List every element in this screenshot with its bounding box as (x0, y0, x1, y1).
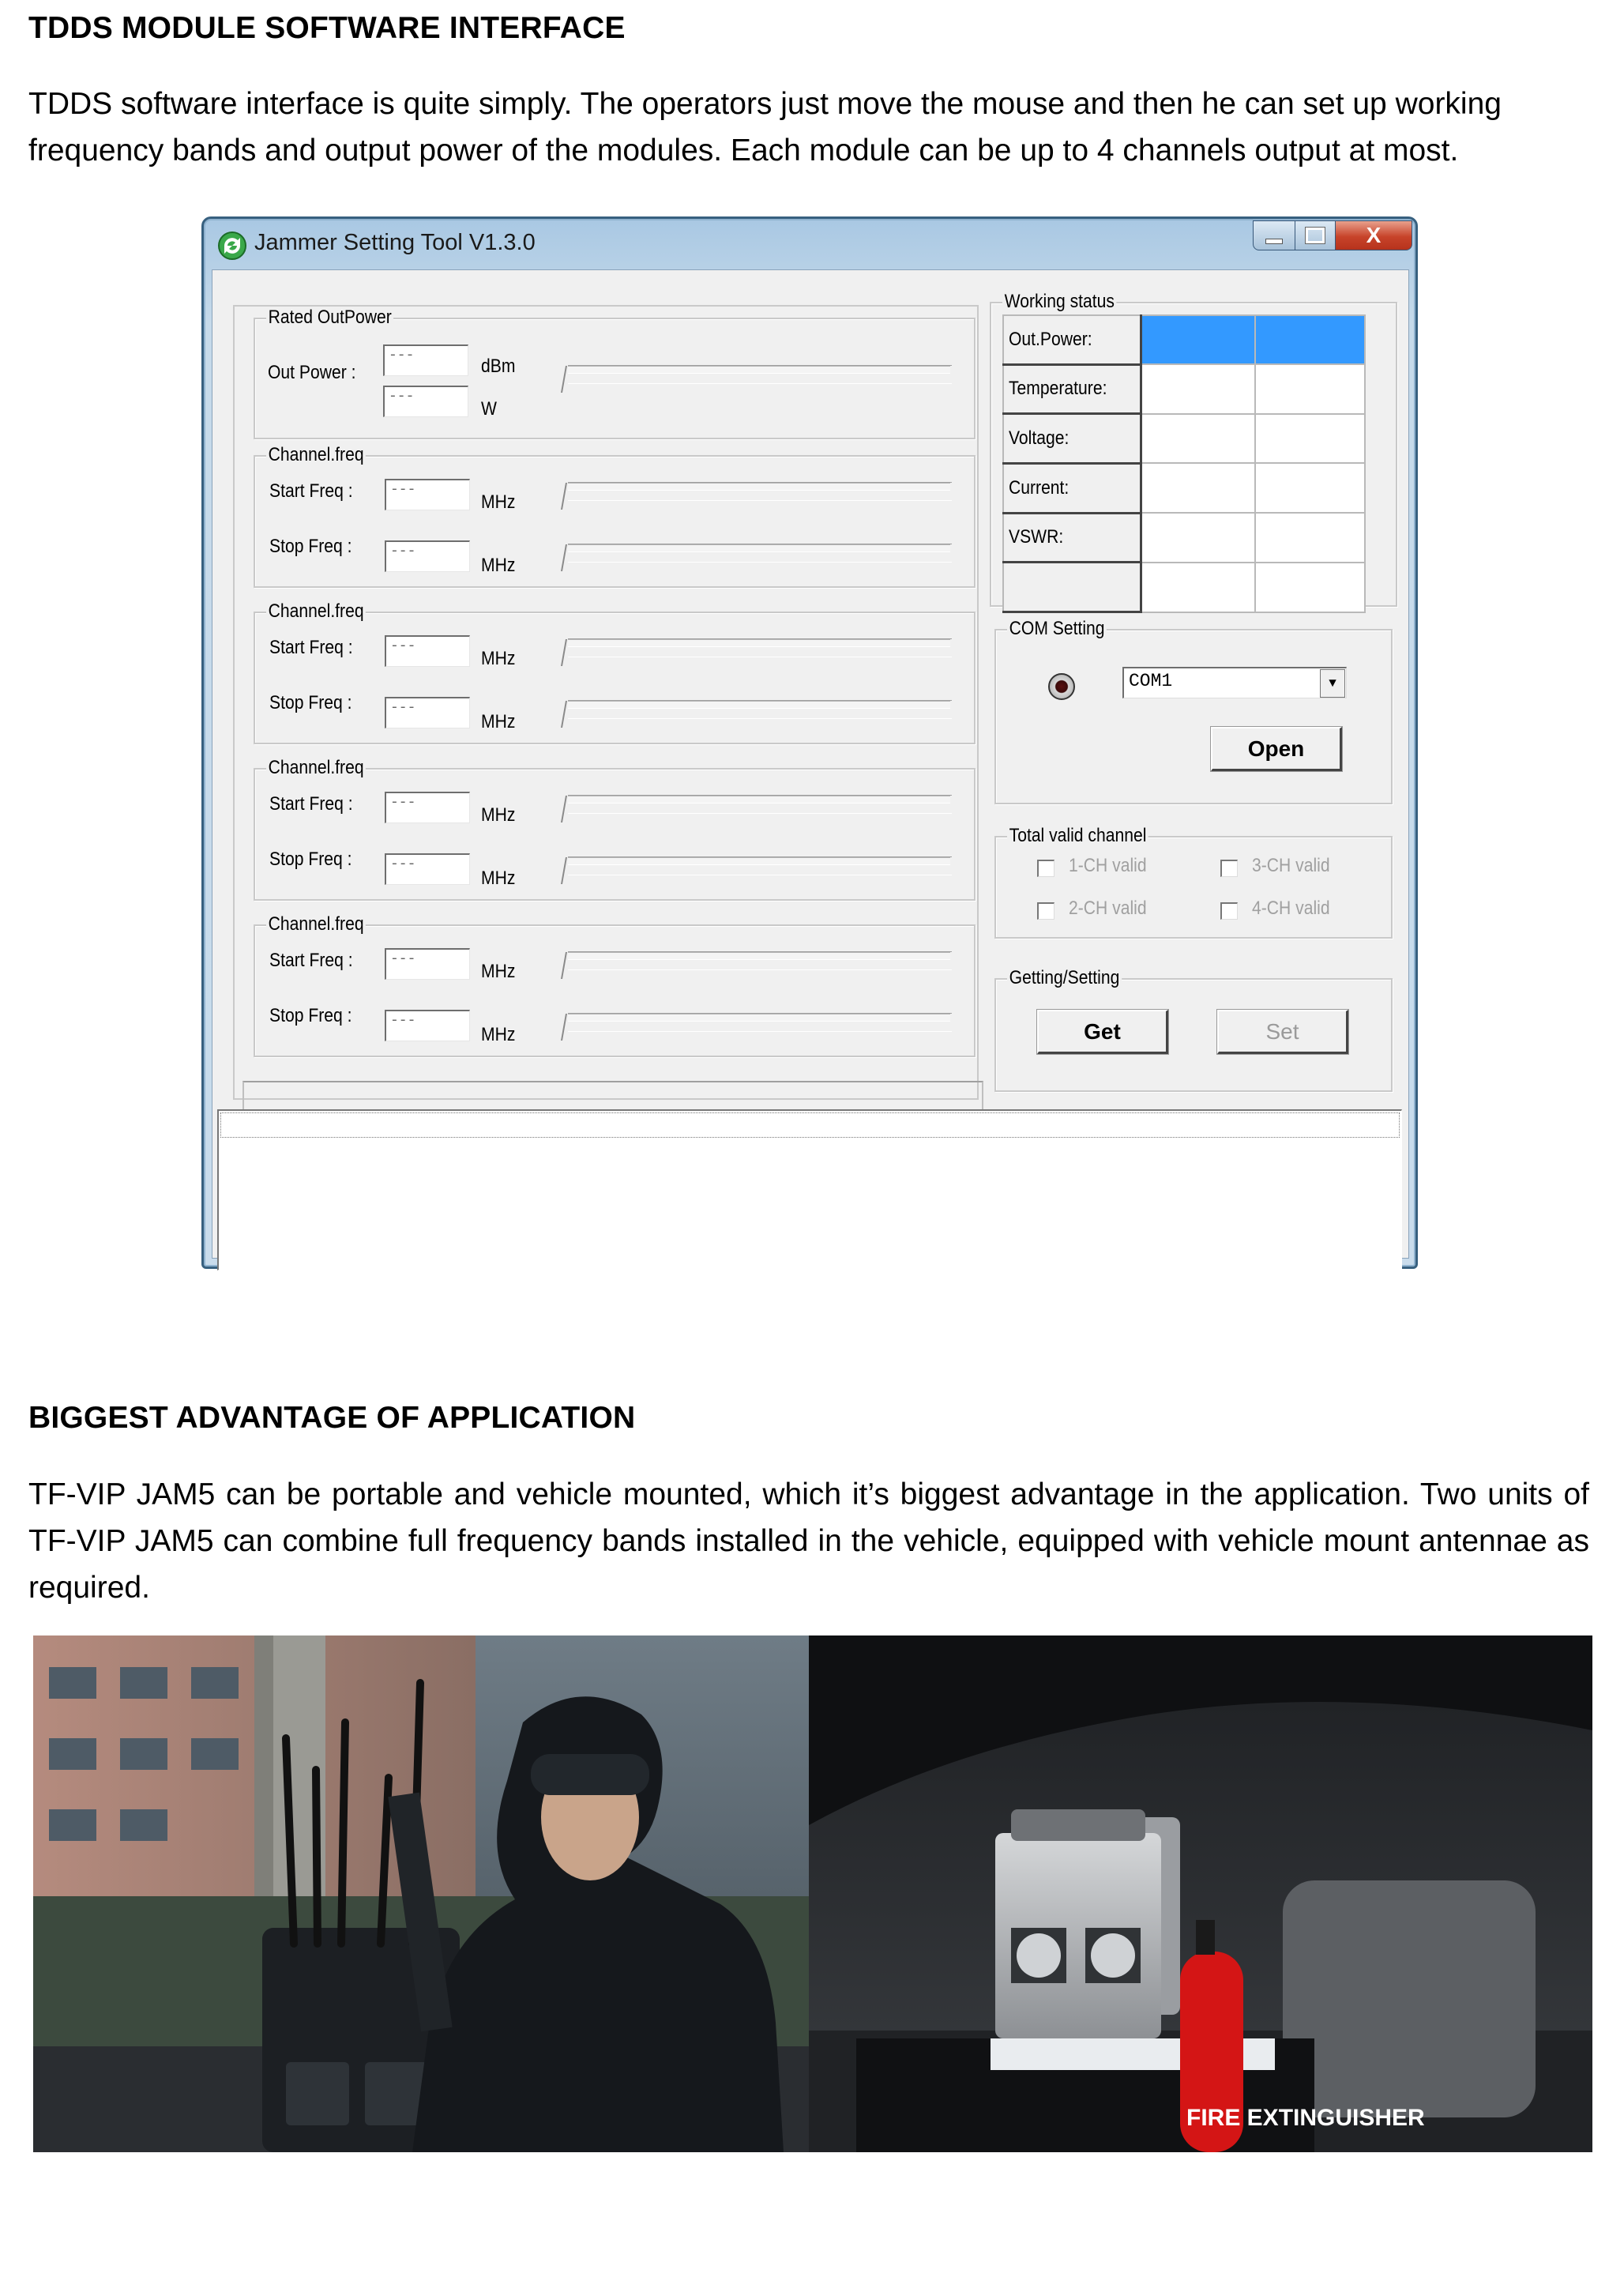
status-value-cell (1141, 414, 1255, 464)
channel-3-title: Channel.freq (266, 757, 366, 779)
channel-2-start-field[interactable]: --- (385, 635, 470, 667)
channel-1-title: Channel.freq (266, 444, 366, 466)
ch4-valid-checkbox[interactable] (1220, 902, 1238, 920)
channel-1-stop-field[interactable]: --- (385, 540, 470, 572)
vehicle-scene-image (809, 1635, 1592, 2152)
window-client-area (212, 269, 1409, 1259)
channel-1-start-field[interactable]: --- (385, 479, 470, 510)
channel-4-start-field[interactable]: --- (385, 948, 470, 980)
open-button[interactable]: Open (1211, 727, 1342, 771)
table-row[interactable] (1003, 463, 1365, 513)
channel-2-stop-label: Stop Freq : (269, 692, 352, 713)
minimize-icon (1265, 239, 1283, 244)
slider-thumb[interactable] (561, 366, 570, 393)
channel-4-group (254, 913, 976, 1057)
channel-1-group (254, 444, 976, 588)
total-valid-channel-title: Total valid channel (1007, 825, 1148, 847)
channel-1-stop-unit: MHz (481, 555, 516, 576)
rated-output-group (254, 307, 976, 439)
log-output-area[interactable] (217, 1109, 1402, 1270)
table-row[interactable] (1003, 513, 1365, 563)
status-key-temperature: Temperature: (1009, 378, 1107, 400)
working-status-title: Working status (1002, 291, 1117, 313)
out-power-dbm-field[interactable]: --- (383, 344, 468, 376)
com-port-value: COM1 (1129, 671, 1173, 691)
window-title: Jammer Setting Tool V1.3.0 (254, 230, 536, 255)
table-row[interactable] (1003, 414, 1365, 464)
channel-4-start-label: Start Freq : (269, 950, 353, 971)
out-power-label: Out Power : (268, 362, 356, 383)
ch3-valid-checkbox[interactable] (1220, 860, 1238, 877)
status-value-cell (1255, 463, 1365, 513)
close-icon: X (1366, 223, 1382, 247)
operator-scene-image (33, 1635, 809, 2152)
com-setting-title: COM Setting (1007, 618, 1107, 640)
get-button[interactable]: Get (1037, 1010, 1168, 1054)
ch4-valid-label: 4-CH valid (1252, 898, 1330, 919)
slider-thumb[interactable] (561, 857, 570, 884)
channel-2-start-label: Start Freq : (269, 637, 353, 658)
channel-3-start-label: Start Freq : (269, 793, 353, 815)
status-key-vswr: VSWR: (1009, 526, 1064, 548)
working-status-table (1002, 314, 1366, 613)
com-setting-group (994, 618, 1393, 804)
title-bar[interactable] (204, 219, 1415, 269)
app-refresh-icon (216, 230, 248, 262)
channel-4-stop-label: Stop Freq : (269, 1005, 352, 1026)
channel-4-start-unit: MHz (481, 961, 516, 982)
table-row[interactable] (1003, 364, 1365, 414)
channel-4-title: Channel.freq (266, 913, 366, 935)
dbm-unit-label: dBm (481, 356, 516, 377)
status-value-cell (1255, 414, 1365, 464)
status-key-outpower: Out.Power: (1009, 328, 1092, 350)
com-status-indicator-icon[interactable] (1048, 673, 1075, 700)
extinguisher-label: FIRE EXTINGUISHER (1186, 2105, 1425, 2131)
set-button[interactable]: Set (1217, 1010, 1348, 1054)
channel-2-start-unit: MHz (481, 648, 516, 669)
channel-3-start-slider[interactable] (568, 795, 952, 814)
ch2-valid-label: 2-CH valid (1069, 898, 1147, 919)
chevron-down-icon[interactable]: ▼ (1320, 669, 1345, 698)
channel-1-stop-label: Stop Freq : (269, 536, 352, 557)
slider-thumb[interactable] (561, 701, 570, 728)
channel-3-stop-slider[interactable] (568, 856, 952, 875)
status-value-cell (1141, 315, 1255, 364)
ch1-valid-checkbox[interactable] (1037, 860, 1054, 877)
ch3-valid-label: 3-CH valid (1252, 855, 1330, 876)
channel-1-start-slider[interactable] (568, 482, 952, 501)
channel-3-stop-label: Stop Freq : (269, 849, 352, 870)
slider-thumb[interactable] (561, 952, 570, 979)
section-heading-advantage: BIGGEST ADVANTAGE OF APPLICATION (28, 1401, 636, 1435)
slider-thumb[interactable] (561, 544, 570, 571)
out-power-slider[interactable] (568, 365, 952, 384)
channel-1-start-label: Start Freq : (269, 480, 353, 502)
status-value-cell (1141, 563, 1255, 612)
table-row[interactable] (1003, 563, 1365, 612)
slider-thumb[interactable] (561, 796, 570, 822)
maximize-button[interactable] (1295, 220, 1336, 250)
channel-4-stop-unit: MHz (481, 1024, 516, 1045)
ch1-valid-label: 1-CH valid (1069, 855, 1147, 876)
slider-thumb[interactable] (561, 1014, 570, 1041)
channel-2-stop-unit: MHz (481, 711, 516, 732)
status-key-current: Current: (1009, 476, 1070, 499)
channel-1-start-unit: MHz (481, 491, 516, 513)
w-unit-label: W (481, 398, 497, 420)
total-valid-channel-group (994, 825, 1393, 939)
status-value-cell (1141, 463, 1255, 513)
status-value-cell (1141, 513, 1255, 563)
maximize-icon (1306, 228, 1325, 243)
channel-3-start-unit: MHz (481, 804, 516, 826)
status-value-cell (1255, 315, 1365, 364)
getting-setting-group (994, 967, 1393, 1092)
jammer-tool-window (201, 216, 1418, 1269)
channel-2-group (254, 600, 976, 744)
channel-3-start-field[interactable]: --- (385, 792, 470, 823)
channel-2-stop-slider[interactable] (568, 700, 952, 719)
rated-output-title: Rated OutPower (266, 307, 393, 329)
slider-thumb[interactable] (561, 483, 570, 510)
status-key-voltage: Voltage: (1009, 427, 1070, 450)
channel-4-stop-slider[interactable] (568, 1013, 952, 1032)
section-heading-software: TDDS MODULE SOFTWARE INTERFACE (28, 11, 626, 45)
out-power-w-field[interactable]: --- (383, 386, 468, 417)
com-port-select[interactable] (1122, 667, 1347, 698)
advantage-paragraph: TF-VIP JAM5 can be portable and vehicle mounted, which it’s biggest advantage in the application. Two units of TF-VIP JAM5 can combine full frequency bands installed in the vehicle, equipped with vehicle mount antennae as required. (28, 1477, 1589, 1605)
photo-portable-operator (33, 1635, 809, 2152)
slider-thumb[interactable] (561, 639, 570, 666)
getting-setting-title: Getting/Setting (1007, 967, 1122, 989)
status-value-cell (1255, 364, 1365, 414)
intro-paragraph: TDDS software interface is quite simply. The operators just move the mouse and then he can set up working frequency bands and output power of the modules. Each module can be up to 4 channels output at most. (28, 87, 1502, 167)
ch2-valid-checkbox[interactable] (1037, 902, 1054, 920)
status-value-cell (1255, 563, 1365, 612)
channel-3-group (254, 757, 976, 901)
channel-2-start-slider[interactable] (568, 638, 952, 657)
channel-4-stop-field[interactable]: --- (385, 1010, 470, 1041)
status-value-cell (1141, 364, 1255, 414)
close-button[interactable] (1336, 220, 1412, 250)
channel-4-start-slider[interactable] (568, 951, 952, 970)
channel-3-stop-field[interactable]: --- (385, 853, 470, 885)
status-value-cell (1255, 513, 1365, 563)
photo-vehicle-mount (809, 1635, 1592, 2152)
channel-1-stop-slider[interactable] (568, 544, 952, 563)
minimize-button[interactable] (1253, 220, 1295, 250)
table-row[interactable] (1003, 315, 1365, 364)
channel-2-title: Channel.freq (266, 600, 366, 623)
channel-2-stop-field[interactable]: --- (385, 697, 470, 728)
channel-3-stop-unit: MHz (481, 868, 516, 889)
